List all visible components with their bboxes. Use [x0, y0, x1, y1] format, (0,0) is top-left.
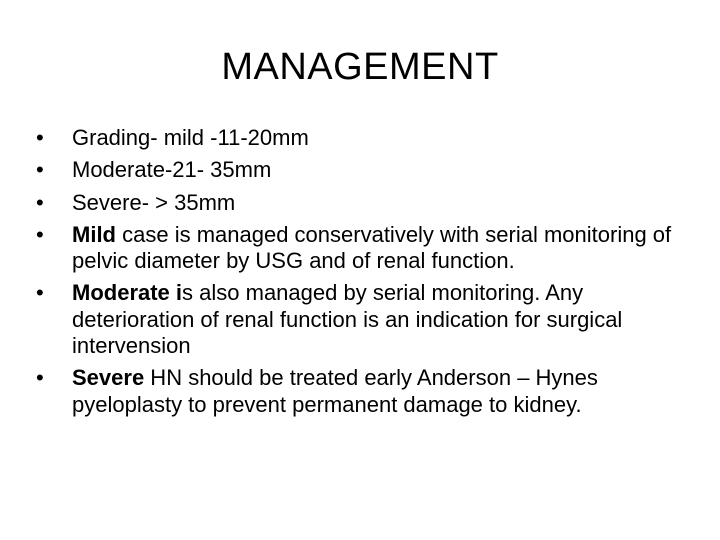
- bullet-text: HN should be treated early Anderson – Hynes pyeloplasty to prevent permanent damage to kidney.: [72, 365, 598, 417]
- bullet-emphasis: Mild: [72, 221, 116, 247]
- bullet-list: [36, 125, 686, 424]
- slide-title: MANAGEMENT: [221, 46, 499, 88]
- bullet-text: Severe- > 35mm: [72, 189, 236, 215]
- bullet-icon: •: [36, 189, 44, 215]
- bullet-text: case is managed conservatively with serial monitoring of pelvic diameter by USG and of renal function.: [72, 221, 672, 274]
- bullet-text: s also managed by serial monitoring. Any deterioration of renal function is an indication for surgical intervension: [72, 280, 623, 359]
- bullet-icon: •: [36, 157, 44, 183]
- bullet-item-mild-management: [36, 222, 686, 275]
- bullet-emphasis: Severe: [72, 365, 145, 391]
- bullet-icon: •: [36, 125, 44, 150]
- bullet-icon: •: [36, 221, 44, 247]
- bullet-text: Moderate-21- 35mm: [72, 157, 272, 183]
- bullet-item-grading: [36, 125, 686, 151]
- bullet-item-moderate-management: [36, 280, 686, 359]
- bullet-icon: •: [36, 280, 44, 306]
- bullet-item-severe-management: [36, 365, 686, 418]
- bullet-text: Grading- mild -11-20mm: [72, 125, 309, 150]
- bullet-item-severe-grade: [36, 190, 686, 216]
- bullet-icon: •: [36, 365, 44, 391]
- bullet-item-moderate-grade: [36, 157, 686, 183]
- bullet-emphasis: Moderate i: [72, 280, 183, 306]
